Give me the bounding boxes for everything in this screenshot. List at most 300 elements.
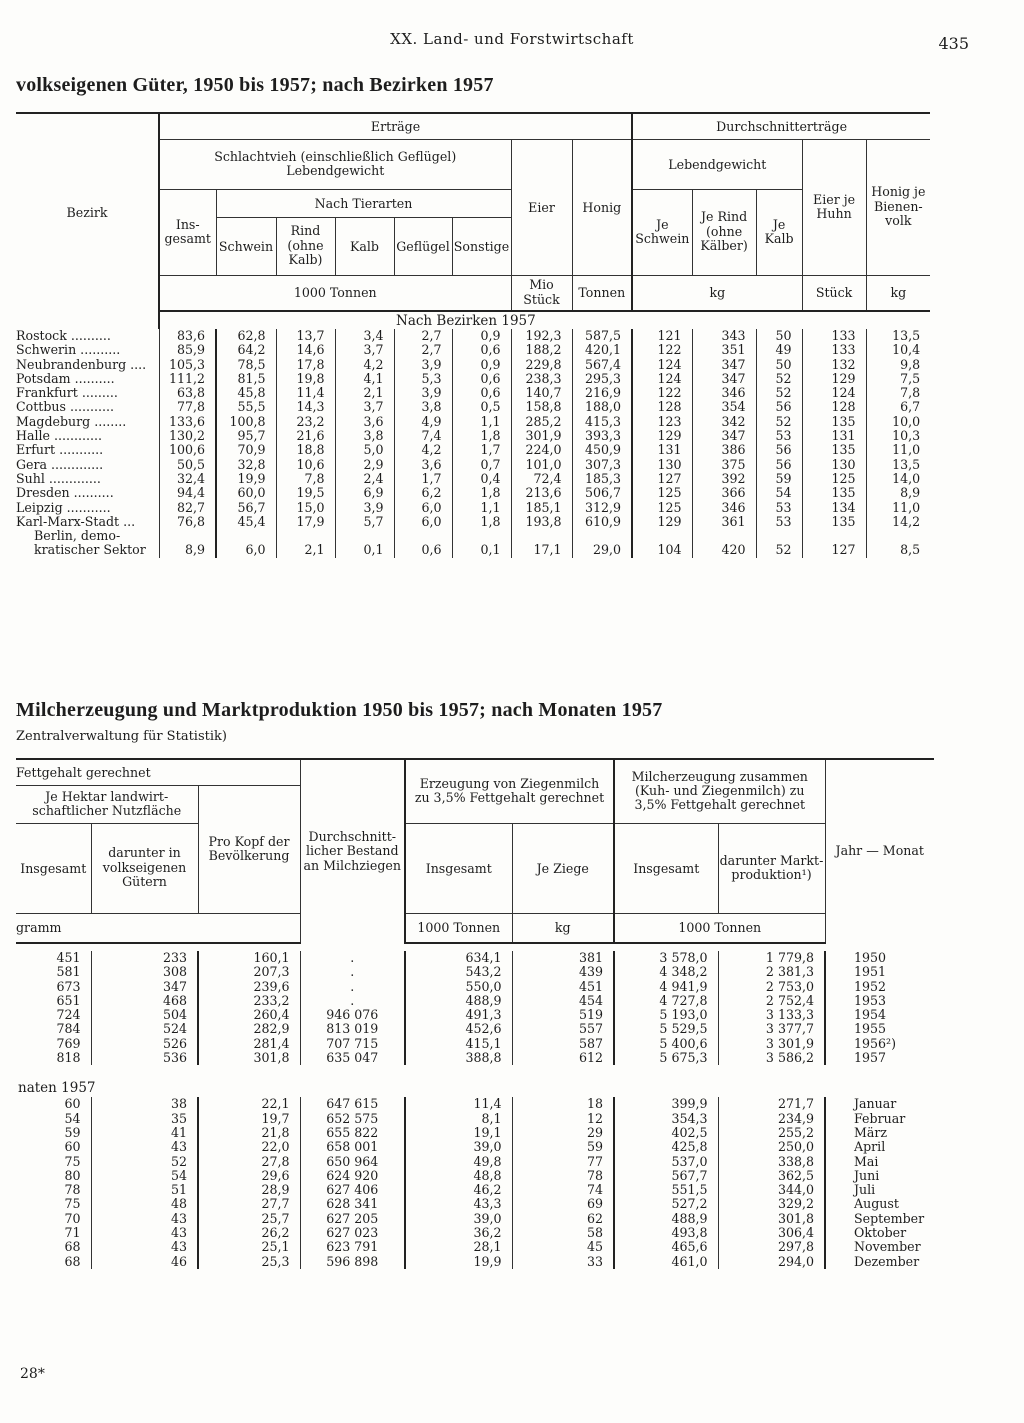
row-month: August [825,1197,934,1211]
cell-value: 63,8 [159,386,216,400]
row-month: Juli [825,1183,934,1197]
cell-value: 491,3 [405,1008,512,1022]
cell-value: 1,1 [452,415,511,429]
cell-value: 129 [632,429,692,443]
table-row [16,994,934,1008]
table-row [16,1212,934,1226]
cell-value: 658 001 [300,1140,405,1154]
cell-value: 8,9 [159,543,216,557]
unit-gramm: gramm [16,913,300,943]
cell-value: 8,9 [866,486,930,500]
cell-value [692,529,756,543]
cell-value: 224,0 [511,443,572,457]
cell-value: 132 [802,358,866,372]
cell-value: 301,8 [718,1212,825,1226]
cell-value: 5,0 [335,443,394,457]
cell-value [866,529,930,543]
col-schwein: Schwein [216,217,276,275]
row-year: 1954 [825,1008,934,1022]
cell-value: 11,0 [866,443,930,457]
cell-value: . [300,951,405,965]
row-month: Mai [825,1155,934,1169]
cell-value: 295,3 [572,372,632,386]
cell-value: 80 [64,1168,81,1183]
cell-value: 105,3 [159,358,216,372]
cell-value: 6,9 [335,486,394,500]
cell-value: 1,7 [394,472,452,486]
je-hektar-header: Je Hektar landwirt-schaftlicher Nutzfläche [16,785,198,823]
col-je-rind: Je Rind (ohne Kälber) [692,189,756,275]
cell-value: 62 [512,1212,614,1226]
cell-value: 5,3 [394,372,452,386]
cell-value: 15,0 [276,501,335,515]
cell-value: 399,9 [614,1097,718,1111]
cell-value: 133 [802,343,866,357]
table-row [16,980,934,994]
col-honig-je-volk: Honig je Bienen-volk [866,139,930,275]
cell-value: 52 [756,543,802,557]
row-year: 1956²) [825,1037,934,1051]
cell-value: 344,0 [718,1183,825,1197]
cell-value: 724 [56,1008,81,1023]
cell-value: 4 727,8 [614,994,718,1008]
cell-value: 70 [64,1211,81,1226]
cell-value: 1,1 [452,501,511,515]
cell-value: 707 715 [300,1037,405,1051]
col-je-ziege: Je Ziege [512,823,614,913]
cell-value: 0,9 [452,358,511,372]
cell-value: 6,7 [866,400,930,414]
cell-value: 342 [692,415,756,429]
col-darunter-volk: darunter in volkseigenen Gütern [91,823,198,913]
cell-value: 131 [802,429,866,443]
cell-value: 628 341 [300,1197,405,1211]
cell-value: 46,2 [405,1183,512,1197]
cell-value: 3,9 [335,501,394,515]
table-row [16,543,930,557]
cell-value: 281,4 [198,1037,300,1051]
cell-value: 43 [91,1226,198,1240]
cell-value: 17,1 [511,543,572,557]
cell-value: 21,6 [276,429,335,443]
cell-value: 550,0 [405,980,512,994]
table-row [16,1037,934,1051]
bezirk-name: Magdeburg ........ [16,414,127,429]
cell-value: 635 047 [300,1051,405,1065]
table-row [16,1155,934,1169]
cell-value: 347 [91,980,198,994]
cell-value: 4 941,9 [614,980,718,994]
cell-value: 135 [802,515,866,529]
cell-value: 123 [632,415,692,429]
row-month: Februar [825,1112,934,1126]
cell-value: 43 [91,1212,198,1226]
cell-value: 233,2 [198,994,300,1008]
cell-value: 213,6 [511,486,572,500]
fettgehalt-header: Fettgehalt gerechnet [16,759,300,785]
cell-value: 8,1 [405,1112,512,1126]
cell-value: 19,9 [405,1255,512,1269]
cell-value: 7,4 [394,429,452,443]
bezirk-name: Gera ............. [16,457,104,472]
table-row [16,1240,934,1254]
cell-value: 1,8 [452,429,511,443]
cell-value: 362,5 [718,1169,825,1183]
table-row [16,1183,934,1197]
cell-value: 46 [91,1255,198,1269]
table-row [16,529,930,543]
cell-value: 451 [512,980,614,994]
cell-value: 3,8 [335,429,394,443]
cell-value: 769 [56,1036,81,1051]
cell-value: 133,6 [159,415,216,429]
cell-value: 43 [91,1140,198,1154]
cell-value: 19,8 [276,372,335,386]
cell-value: 3,6 [335,415,394,429]
bezirk-name: Dresden .......... [16,486,114,501]
cell-value: 567,4 [572,358,632,372]
cell-value: 375 [692,458,756,472]
cell-value: 11,0 [866,501,930,515]
cell-value: 651 [56,993,81,1008]
cell-value: 581 [56,965,81,980]
cell-value: 14,2 [866,515,930,529]
cell-value: 415,3 [572,415,632,429]
cell-value: 54 [64,1111,81,1126]
cell-value: 386 [692,443,756,457]
cell-value: 14,0 [866,472,930,486]
col-jahr-monat: Jahr — Monat [825,759,934,943]
cell-value: 488,9 [405,994,512,1008]
table-row [16,429,930,443]
lebendgewicht-header: Lebendgewicht [632,139,802,189]
cell-value: 26,2 [198,1226,300,1240]
cell-value: 35 [91,1112,198,1126]
table-row [16,501,930,515]
cell-value: 49 [756,343,802,357]
cell-value: 634,1 [405,951,512,965]
cell-value: 59 [756,472,802,486]
cell-value [511,529,572,543]
cell-value: 53 [756,429,802,443]
cell-value: 543,2 [405,965,512,979]
cell-value: 2,7 [394,329,452,343]
grp-ziegenmilch: Erzeugung von Ziegenmilch zu 3,5% Fettgehalt gerechnet [405,759,614,823]
table-row [16,329,930,343]
col-gefluegel: Geflügel [394,217,452,275]
col-rind: Rind (ohne Kalb) [276,217,335,275]
cell-value: 0,9 [452,329,511,343]
cell-value: 818 [56,1051,81,1066]
row-month: Dezember [825,1255,934,1269]
row-month: Juni [825,1169,934,1183]
cell-value: 60 [64,1140,81,1155]
cell-value: 188,2 [511,343,572,357]
cell-value: 361 [692,515,756,529]
cell-value: 3,8 [394,400,452,414]
cell-value: 133 [802,329,866,343]
cell-value: 354,3 [614,1112,718,1126]
cell-value: 11,4 [276,386,335,400]
cell-value: 76,8 [159,515,216,529]
table-row [16,386,930,400]
cell-value: 62,8 [216,329,276,343]
bezirk-name: Schwerin .......... [16,343,121,358]
bezirk-name: Berlin, demo- [34,529,121,544]
cell-value: 75 [64,1197,81,1212]
cell-value: 29 [512,1126,614,1140]
cell-value: 233 [91,951,198,965]
cell-value: 56,7 [216,501,276,515]
schlachtvieh-header: Schlachtvieh (einschließlich Geflügel) Lebendgewicht [159,139,511,189]
cell-value: 6,2 [394,486,452,500]
cell-value: 121 [632,329,692,343]
cell-value: 51 [91,1183,198,1197]
cell-value: 347 [692,372,756,386]
cell-value [276,529,335,543]
cell-value: 45,4 [216,515,276,529]
cell-value: 60,0 [216,486,276,500]
cell-value: 12 [512,1112,614,1126]
cell-value: 50 [756,329,802,343]
cell-value: 71 [64,1226,81,1241]
table2-subtitle: Zentralverwaltung für Statistik) [16,729,227,744]
cell-value: 461,0 [614,1255,718,1269]
col-z-insgesamt: Insgesamt [405,823,512,913]
cell-value: 393,3 [572,429,632,443]
cell-value: 285,2 [511,415,572,429]
page-signature: 28* [20,1366,45,1382]
cell-value: 13,5 [866,458,930,472]
cell-value: 7,5 [866,372,930,386]
cell-value: 41 [91,1126,198,1140]
cell-value: 17,8 [276,358,335,372]
cell-value: 5 193,0 [614,1008,718,1022]
table1-title: volkseigenen Güter, 1950 bis 1957; nach Bezirken 1957 [16,74,494,96]
cell-value: 627 205 [300,1212,405,1226]
table2-title: Milcherzeugung und Marktproduktion 1950 bis 1957; nach Monaten 1957 [16,699,663,721]
unit-stueck: Stück [802,275,866,311]
cell-value: 122 [632,386,692,400]
cell-value: 135 [802,443,866,457]
cell-value: 527,2 [614,1197,718,1211]
cell-value: 536 [91,1051,198,1065]
row-month: Januar [825,1097,934,1111]
cell-value: 59 [64,1125,81,1140]
cell-value: 104 [632,543,692,557]
col-eier-je-huhn: Eier je Huhn [802,139,866,275]
row-year: 1953 [825,994,934,1008]
cell-value [632,529,692,543]
table-row [16,415,930,429]
cell-value: 134 [802,501,866,515]
cell-value: 381 [512,951,614,965]
cell-value: 420,1 [572,343,632,357]
cell-value: 216,9 [572,386,632,400]
cell-value: 129 [802,372,866,386]
cell-value: 329,2 [718,1197,825,1211]
cell-value: 45 [512,1240,614,1254]
cell-value: 28,9 [198,1183,300,1197]
cell-value: 524 [91,1022,198,1036]
cell-value: 0,1 [335,543,394,557]
cell-value: 59 [512,1140,614,1154]
cell-value: 128 [802,400,866,414]
cell-value: 813 019 [300,1022,405,1036]
cell-value [394,529,452,543]
cell-value: 122 [632,343,692,357]
row-month: November [825,1240,934,1254]
cell-value: 3 133,3 [718,1008,825,1022]
unit-mio: Mio Stück [511,275,572,311]
cell-value: 343 [692,329,756,343]
bezirk-name: kratischer Sektor [34,543,146,558]
cell-value: 77,8 [159,400,216,414]
section-nach-bezirken: Nach Bezirken 1957 [396,312,536,329]
cell-value: 22,1 [198,1097,300,1111]
cell-value: 346 [692,501,756,515]
cell-value: 3,9 [394,386,452,400]
cell-value: 68 [64,1240,81,1255]
bezirk-name: Cottbus ........... [16,400,115,415]
cell-value: 192,3 [511,329,572,343]
cell-value: 0,6 [394,543,452,557]
cell-value: 0,4 [452,472,511,486]
unit-kg: kg [512,913,614,943]
cell-value: 612 [512,1051,614,1065]
cell-value: 32,8 [216,458,276,472]
cell-value: 673 [56,979,81,994]
cell-value: 250,0 [718,1140,825,1154]
cell-value: 78,5 [216,358,276,372]
cell-value: 0,6 [452,343,511,357]
cell-value: 504 [91,1008,198,1022]
cell-value: 1 779,8 [718,951,825,965]
cell-value: 48,8 [405,1169,512,1183]
cell-value: 351 [692,343,756,357]
cell-value: 5 529,5 [614,1022,718,1036]
cell-value: 2,9 [335,458,394,472]
cell-value: 43 [91,1240,198,1254]
cell-value: 2,1 [276,543,335,557]
grp-zusammen: Milcherzeugung zusammen (Kuh- und Ziegenmilch) zu 3,5% Fettgehalt gerechnet [614,759,825,823]
cell-value: 38 [91,1097,198,1111]
cell-value: 111,2 [159,372,216,386]
table-row [16,1126,934,1140]
cell-value: 454 [512,994,614,1008]
durchschnitt-header: Durchschnitterträge [632,113,930,139]
cell-value: 68 [64,1254,81,1269]
table-row [16,443,930,457]
col-pro-kopf: Pro Kopf der Bevölkerung [198,785,300,913]
cell-value: 135 [802,486,866,500]
cell-value: 652 575 [300,1112,405,1126]
cell-value: 1,8 [452,515,511,529]
cell-value: 627 406 [300,1183,405,1197]
bezirk-name: Frankfurt ......... [16,386,118,401]
cell-value: 2,7 [394,343,452,357]
cell-value: 125 [632,501,692,515]
cell-value [756,529,802,543]
cell-value: 52 [756,415,802,429]
cell-value: 48 [91,1197,198,1211]
table-row [16,965,934,979]
col-sonstige: Sonstige [452,217,511,275]
cell-value: 17,9 [276,515,335,529]
cell-value: 627 023 [300,1226,405,1240]
cell-value: 4,2 [335,358,394,372]
cell-value: 19,5 [276,486,335,500]
cell-value: 488,9 [614,1212,718,1226]
cell-value: 49,8 [405,1155,512,1169]
cell-value: 493,8 [614,1226,718,1240]
cell-value: 75 [64,1154,81,1169]
row-month: April [825,1140,934,1154]
col-je-schwein: Je Schwein [632,189,692,275]
cell-value: 100,6 [159,443,216,457]
cell-value: 425,8 [614,1140,718,1154]
table-row [16,458,930,472]
cell-value: 946 076 [300,1008,405,1022]
unit-kg2: kg [866,275,930,311]
cell-value: 3,7 [335,343,394,357]
cell-value [572,529,632,543]
cell-value: 53 [756,501,802,515]
cell-value: 655 822 [300,1126,405,1140]
table-ertraege [16,112,930,558]
cell-value: 526 [91,1037,198,1051]
cell-value: 551,5 [614,1183,718,1197]
cell-value: 0,5 [452,400,511,414]
cell-value: 2 752,4 [718,994,825,1008]
cell-value: 9,8 [866,358,930,372]
cell-value: . [300,994,405,1008]
cell-value: 19,9 [216,472,276,486]
cell-value: 69 [512,1197,614,1211]
cell-value [452,529,511,543]
cell-value: 54 [756,486,802,500]
cell-value [335,529,394,543]
cell-value: 55,5 [216,400,276,414]
cell-value: 36,2 [405,1226,512,1240]
cell-value: 83,6 [159,329,216,343]
cell-value: 10,0 [866,415,930,429]
cell-value: 22,0 [198,1140,300,1154]
cell-value: 6,0 [394,501,452,515]
cell-value: 420 [692,543,756,557]
cell-value: 255,2 [718,1126,825,1140]
cell-value: 452,6 [405,1022,512,1036]
cell-value: 8,5 [866,543,930,557]
cell-value: 260,4 [198,1008,300,1022]
table-row [16,1051,934,1065]
cell-value: 271,7 [718,1097,825,1111]
bezirk-name: Potsdam .......... [16,371,115,386]
row-year: 1955 [825,1022,934,1036]
cell-value: 60 [64,1097,81,1112]
cell-value: 188,0 [572,400,632,414]
running-header: XX. Land- und Forstwirtschaft [390,30,634,48]
cell-value: 3 578,0 [614,951,718,965]
cell-value: 1,7 [452,443,511,457]
cell-value: 131 [632,443,692,457]
cell-value: 32,4 [159,472,216,486]
page-number: 435 [938,34,969,53]
cell-value: 19,7 [198,1112,300,1126]
cell-value: 23,2 [276,415,335,429]
cell-value: 301,8 [198,1051,300,1065]
cell-value: 125 [802,472,866,486]
